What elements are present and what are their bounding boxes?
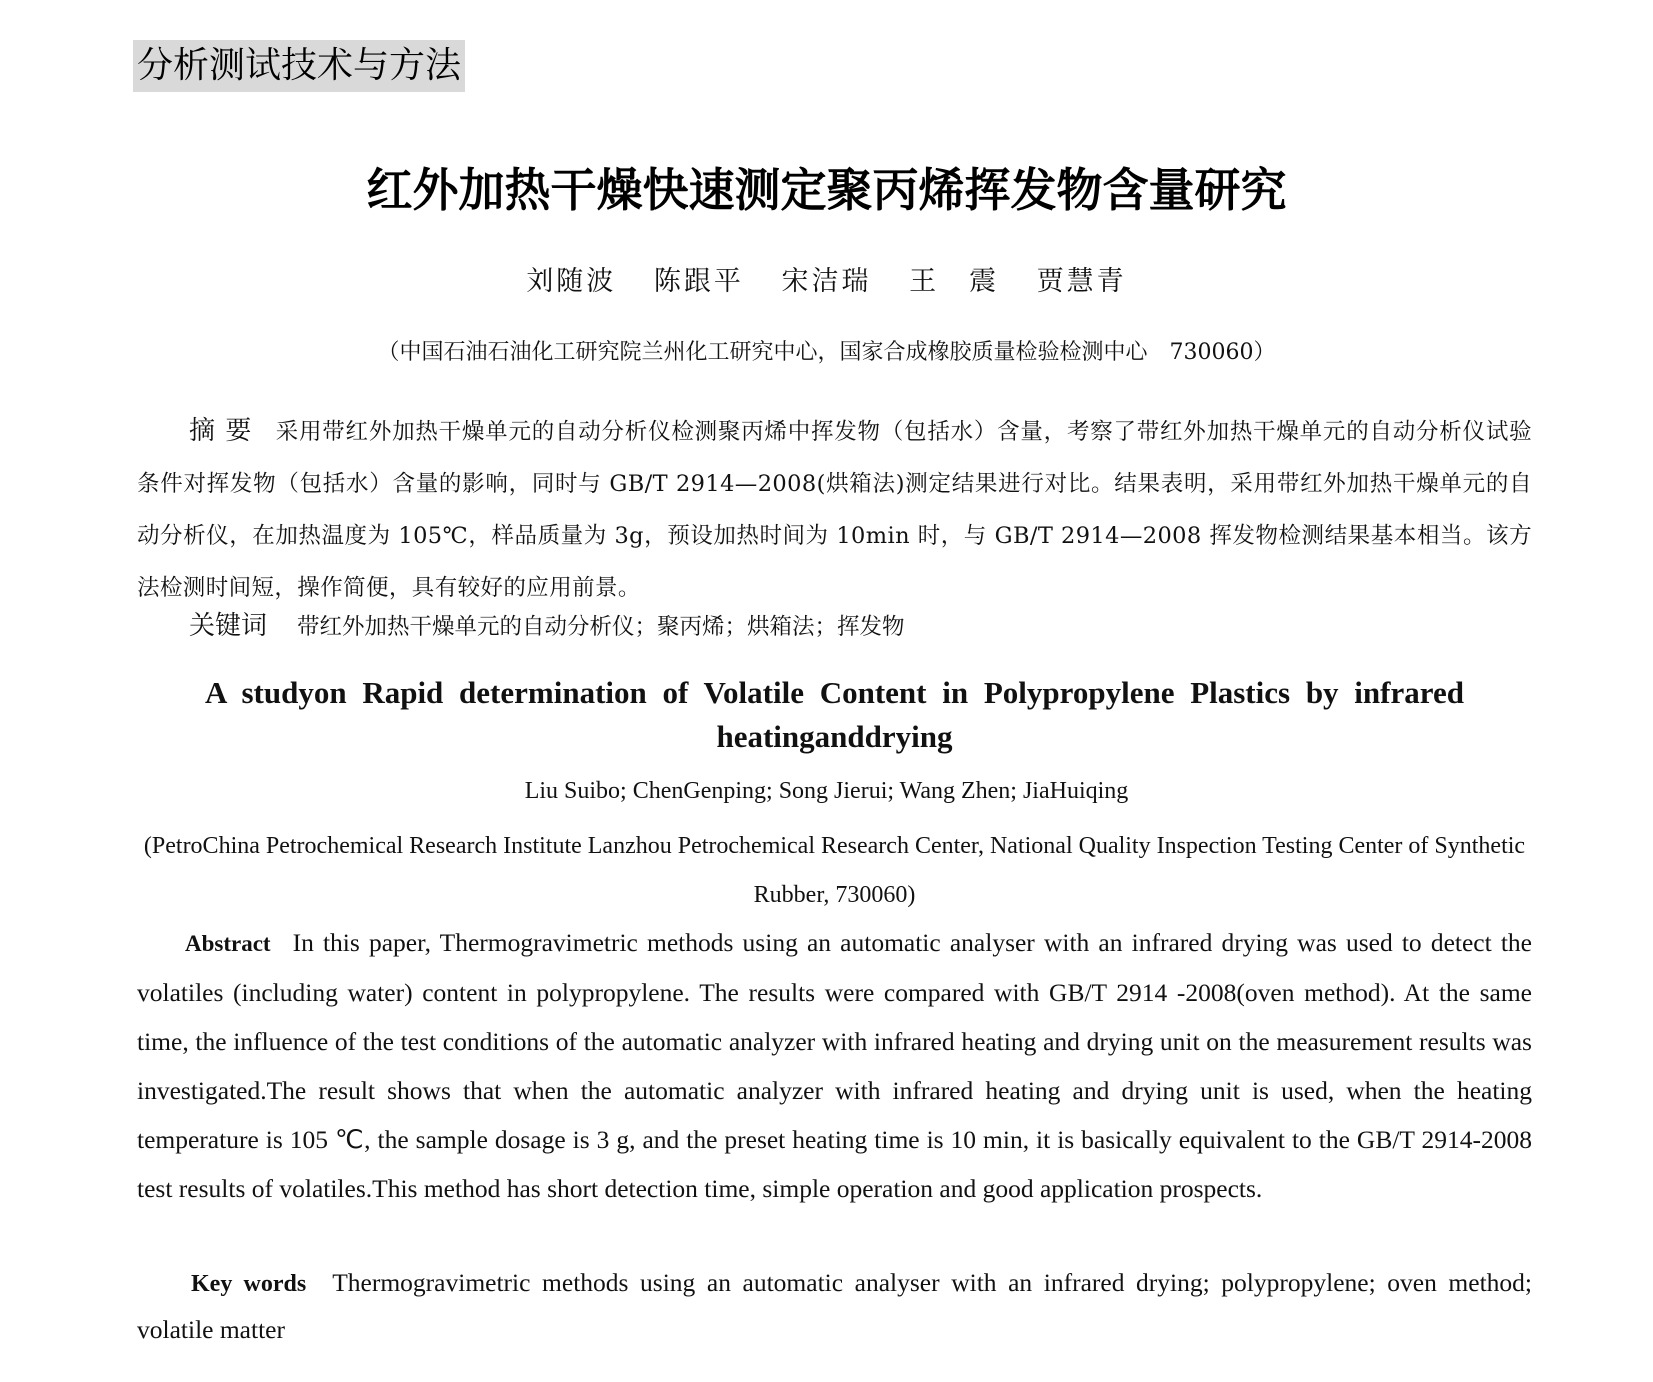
chinese-author: 陈跟平 <box>653 266 744 297</box>
english-abstract <box>137 918 1532 1213</box>
chinese-author: 刘随波 <box>526 266 617 297</box>
chinese-keywords-label: 关键词 <box>189 611 268 641</box>
chinese-abstract-text: 采用带红外加热干燥单元的自动分析仪检测聚丙烯中挥发物（包括水）含量，考察了带红外加热干燥单元的自动分析仪试验条件对挥发物（包括水）含量的影响，同时与 GB/T 2914—2008(烘箱法)测定结果进行对比。结果表明，采用带红外加热干燥单元的自动分析仪，在加热温度为 105℃，样品质量为 3g，预设加热时间为 10min 时，与 GB/T 2914—2008 挥发物检测结果基本相当。该方法检测时间短，操作简便，具有较好的应用前景。 <box>137 419 1532 601</box>
chinese-keywords <box>189 604 1529 649</box>
english-keywords-label: Key words <box>191 1271 307 1297</box>
chinese-author: 王 震 <box>909 266 1000 297</box>
chinese-title: 红外加热干燥快速测定聚丙烯挥发物含量研究 <box>366 163 1287 217</box>
chinese-author: 贾慧青 <box>1036 266 1127 297</box>
chinese-abstract <box>137 405 1532 614</box>
english-affiliation: (PetroChina Petrochemical Research Institute Lanzhou Petrochemical Research Center, National Quality Inspection Testing Center of Synthetic Rubber, 730060) <box>143 833 1526 908</box>
english-title: A studyon Rapid determination of Volatile Content in Polypropylene Plastics by infrared heatinganddrying <box>205 675 1464 754</box>
english-abstract-text: In this paper, Thermogravimetric methods using an automatic analyser with an infrared drying was used to detect the volatiles (including water) content in polypropylene. The results were compared with GB/T 2914 -2008(oven method). At the same time, the influence of the test conditions of the automatic analyzer with infrared heating and drying unit on the measurement results was investigated.The result shows that when the automatic analyzer with infrared heating and drying unit is used, when the heating temperature is 105 ℃, the sample dosage is 3 g, and the preset heating time is 10 min, it is basically equivalent to the GB/T 2914-2008 test results of volatiles.This method has short detection time, simple operation and good application prospects. <box>137 928 1532 1203</box>
english-abstract-label: Abstract <box>185 931 271 956</box>
chinese-abstract-label: 摘要 <box>189 416 262 446</box>
english-keywords-text: Thermogravimetric methods using an automatic analyser with an infrared drying; polypropylene; oven method; volatile matter <box>137 1268 1532 1344</box>
chinese-affiliation: （中国石油石油化工研究院兰州化工研究中心，国家合成橡胶质量检验检测中心 730060） <box>377 340 1276 365</box>
chinese-keywords-text: 带红外加热干燥单元的自动分析仪；聚丙烯；烘箱法；挥发物 <box>297 614 905 640</box>
english-keywords <box>137 1260 1532 1353</box>
section-tag: 分析测试技术与方法 <box>133 40 465 92</box>
chinese-authors <box>0 262 1653 302</box>
chinese-author: 宋洁瑞 <box>781 266 872 297</box>
english-authors: Liu Suibo; ChenGenping; Song Jierui; Wang Zhen; JiaHuiqing <box>524 778 1129 804</box>
